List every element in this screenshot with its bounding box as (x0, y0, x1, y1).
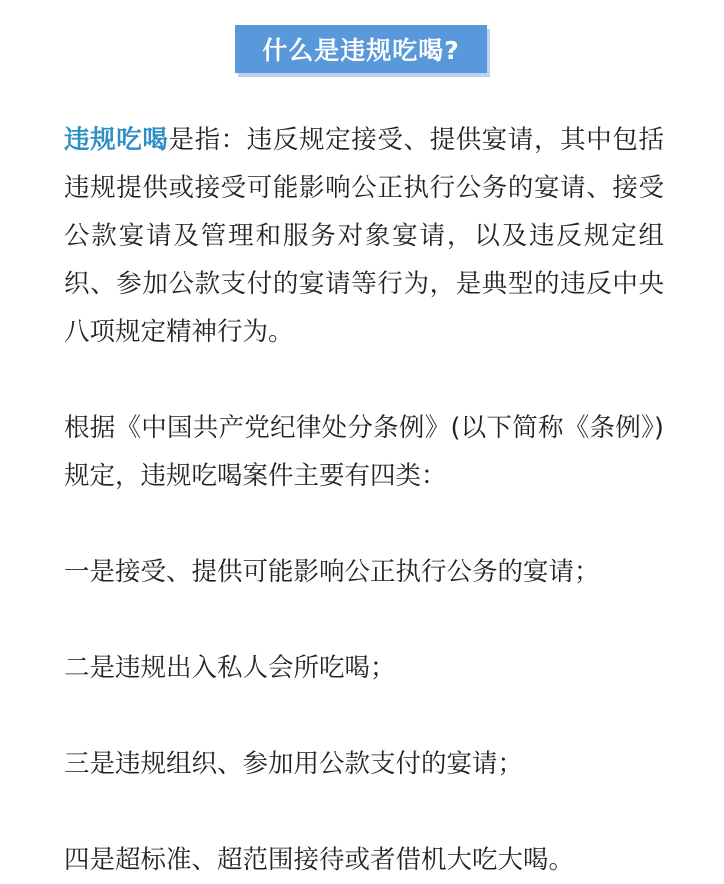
basis-paragraph: 根据《中国共产党纪律处分条例》(以下简称《条例》)规定，违规吃喝案件主要有四类： (64, 413, 664, 491)
category-item-3: 三是违规组织、参加用公款支付的宴请； (64, 749, 524, 779)
title-banner (235, 25, 487, 73)
article-body (64, 116, 664, 884)
definition-text: 是指：违反规定接受、提供宴请，其中包括违规提供或接受可能影响公正执行公务的宴请、接受公款宴请及管理和服务对象宴请，以及违反规定组织、参加公款支付的宴请等行为，是典型的违反中央八项规定精神行为。 (64, 125, 664, 347)
definition-paragraph (64, 116, 664, 356)
category-item-1: 一是接受、提供可能影响公正执行公务的宴请； (64, 557, 600, 587)
category-item-4: 四是超标准、超范围接待或者借机大吃大喝。 (64, 845, 575, 875)
page-title: 什么是违规吃喝? (262, 36, 460, 65)
highlighted-term: 违规吃喝 (64, 125, 169, 155)
category-item-2: 二是违规出入私人会所吃喝； (64, 653, 396, 683)
